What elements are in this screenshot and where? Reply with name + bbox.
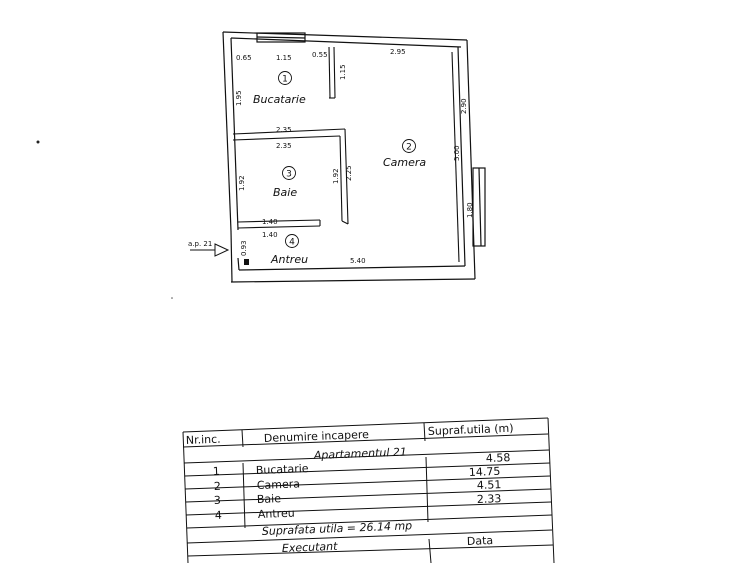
dim-1-92-right: 1.92 <box>332 168 340 184</box>
door-marker <box>244 259 249 265</box>
dim-0-65: 0.65 <box>236 54 252 62</box>
dim-2-95: 2.95 <box>390 48 406 56</box>
dim-1-15-vertical: 1.15 <box>339 64 347 80</box>
table-total: Suprafata utila = 26.14 mp <box>261 519 413 538</box>
table-row-1-nr: 1 <box>212 464 221 478</box>
table-row-4-name: Antreu <box>257 506 295 521</box>
table-section-title: Apartamentul 21 <box>313 445 408 462</box>
dim-1-40-bottom: 1.40 <box>262 231 278 239</box>
table-data: Data <box>466 533 494 548</box>
scan-speck <box>171 297 173 299</box>
dim-2-90: 2.90 <box>460 98 468 114</box>
table-executant: Executant <box>281 539 338 555</box>
table-row-4-nr: 4 <box>214 508 223 522</box>
room-2-name: Camera <box>383 156 427 169</box>
dim-1-15: 1.15 <box>276 54 292 62</box>
dim-2-35-bottom: 2.35 <box>276 142 292 150</box>
dim-2-35-top: 2.35 <box>276 126 292 134</box>
table-row-3-nr: 3 <box>213 493 222 507</box>
room-2-number: 2 <box>406 142 412 153</box>
table-row-3-name: Baie <box>256 492 282 506</box>
table-row-1-name: Bucatarie <box>255 461 309 477</box>
room-4-number: 4 <box>289 237 295 248</box>
dim-1-95: 1.95 <box>235 90 243 106</box>
entrance-arrow <box>188 240 228 256</box>
table-row-3-area: 2.33 <box>476 492 502 506</box>
room-1-name: Bucatarie <box>253 93 306 106</box>
table-row-2-area: 4.51 <box>476 478 502 492</box>
table-header-name: Denumire incapere <box>263 427 370 445</box>
room-3-name: Baie <box>273 186 298 199</box>
table-header-area: Supraf.utila (m) <box>427 421 514 438</box>
table-row-2-name: Camera <box>256 477 301 492</box>
outer-walls <box>223 32 485 282</box>
table-row-2-nr: 2 <box>213 479 222 493</box>
dim-1-40-top: 1.40 <box>262 218 278 226</box>
scan-speck <box>37 141 40 144</box>
entrance-label: a.p. 21 <box>188 240 213 248</box>
room-4-name: Antreu <box>271 253 309 266</box>
dim-5-00: 5.00 <box>453 145 461 161</box>
room-3-number: 3 <box>286 169 292 180</box>
room-1-number: 1 <box>282 74 288 85</box>
table-row-1-area: 14.75 <box>468 464 501 479</box>
dim-5-40: 5.40 <box>350 257 366 265</box>
dim-0-55: 0.55 <box>312 51 328 59</box>
table-header-nr: Nr.inc. <box>185 432 221 447</box>
dim-2-25: 2.25 <box>345 165 353 181</box>
area-table <box>183 418 554 563</box>
dim-0-93: 0.93 <box>240 240 248 256</box>
table-section-total: 4.58 <box>485 451 511 465</box>
dimension-labels <box>235 48 474 265</box>
dim-1-80: 1.80 <box>466 202 474 218</box>
dim-1-92-left: 1.92 <box>238 175 246 191</box>
